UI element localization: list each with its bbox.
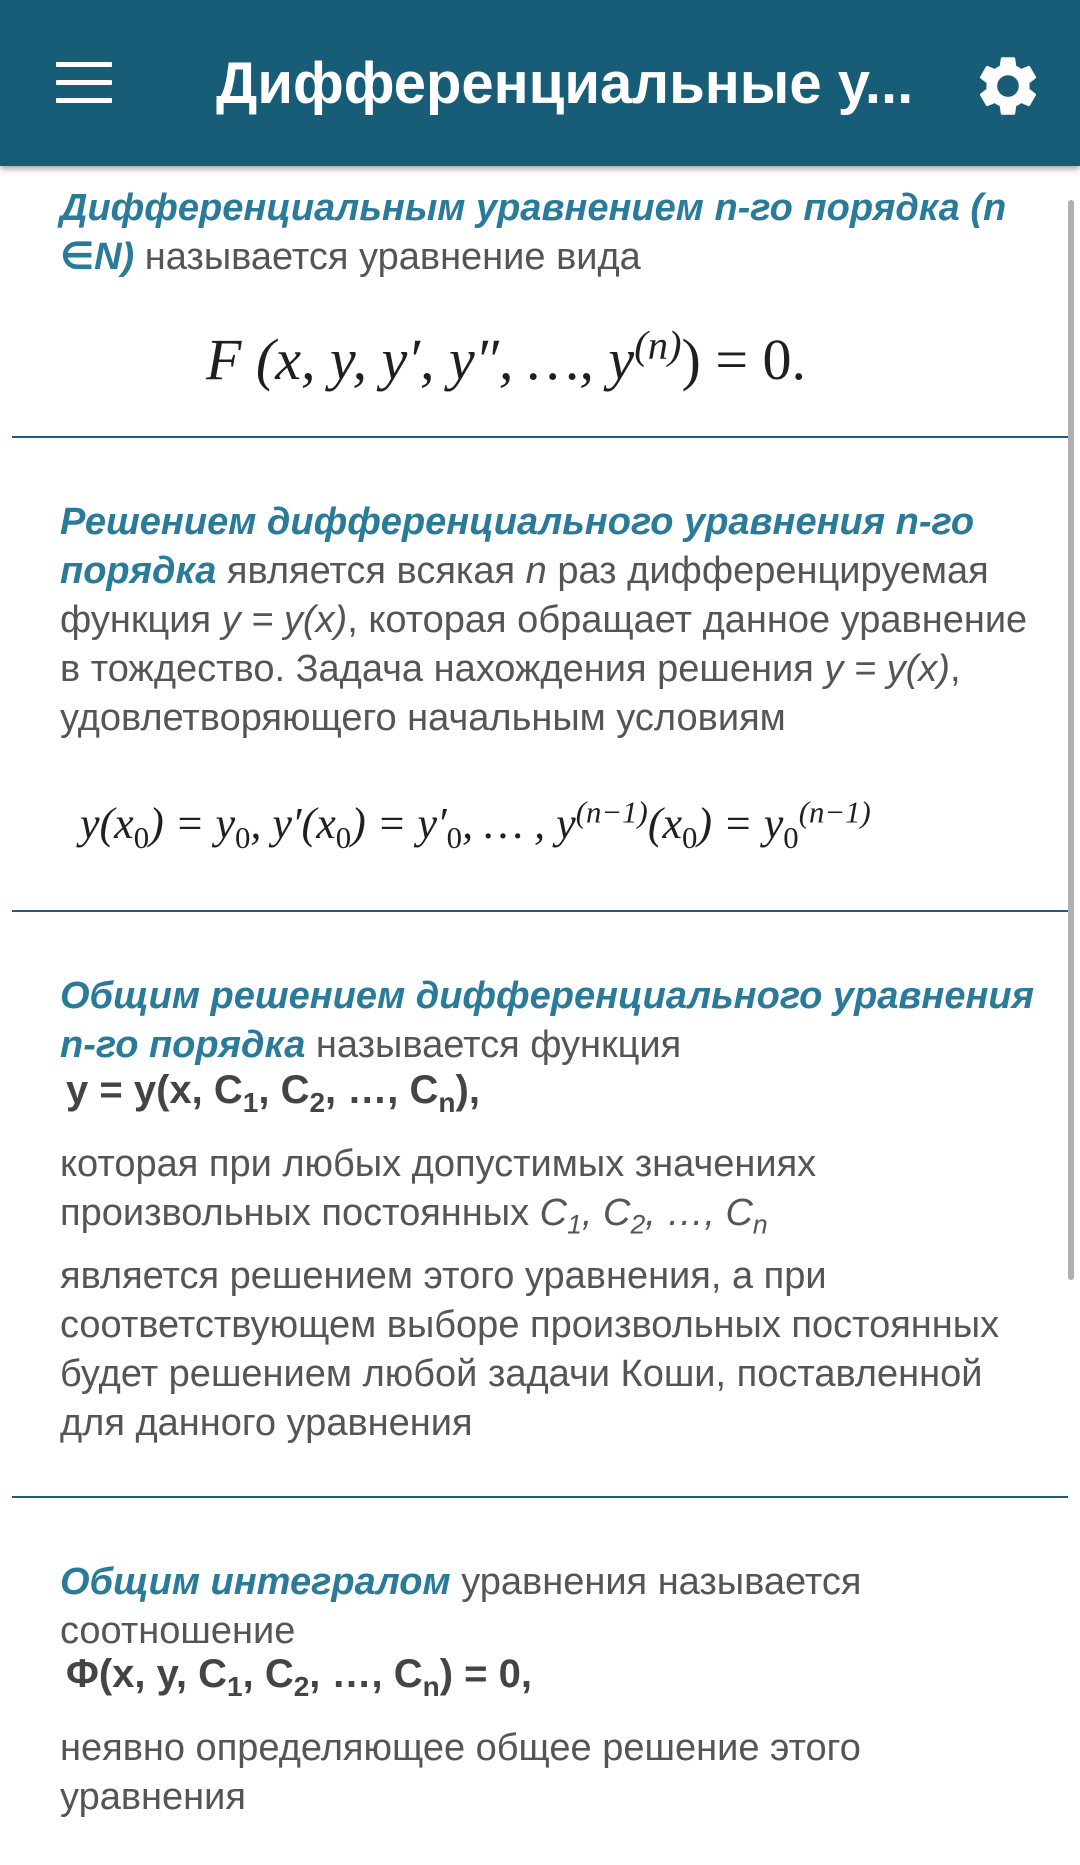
definition-text-continued: которая при любых допустимых значениях произвольных постоянных $C_1$, $C_2$, …, $C_n$ xyxy=(60,1143,817,1240)
page-title: Дифференциальные у... xyxy=(216,51,914,116)
formula-differential-equation: F (x, y, y′, y″, …, $y^{(n)}) = 0$. xyxy=(206,322,807,392)
formula-initial-conditions: $y(x_0) = y_0$, $y'(x_0) = y'_0$, … , $y^{(n-1)}(x_0) = y_0^{(n-1)}$ xyxy=(80,795,871,855)
definition-term: Решением дифференциального уравнения n-го порядка xyxy=(60,501,975,592)
hamburger-menu-icon[interactable] xyxy=(50,50,120,116)
gear-icon[interactable] xyxy=(972,50,1044,122)
definition-card-general-solution xyxy=(0,912,1080,1498)
definition-body: называется уравнение вида xyxy=(134,236,641,278)
definition-text: Общим решением дифференциального уравнения n-го порядка называется функция xyxy=(60,975,1034,1066)
constants-list: $C_1$, $C_2$, …, $C_n$ xyxy=(539,1192,768,1240)
definition-card-solution xyxy=(0,438,1080,912)
definition-term: Дифференциальным уравнением n-го порядка (n ∈N) xyxy=(60,187,1007,278)
scrollbar[interactable] xyxy=(1068,200,1074,1280)
definition-text: Решением дифференциального уравнения n-го порядка является всякая n раз дифференцируемая функция y = y(x), которая обращает данное уравнение в тождество. Задача нахождения решения y = y(x), удовлетворяющего начальным условиям xyxy=(60,501,1028,739)
definition-text-tail: является решением этого уравнения, а при соответствующем выборе произвольных постоянных будет решением любой задачи Коши, поставленной для данного уравнения xyxy=(60,1255,1000,1444)
formula-general-solution: y = y(x, $C_1$, $C_2$, …, $C_n$), xyxy=(66,1068,480,1118)
definition-text-continued: неявно определяющее общее решение этого уравнения xyxy=(60,1727,861,1818)
definition-text xyxy=(60,184,1040,282)
definition-term: Общим решением дифференциального уравнения n-го порядка xyxy=(60,975,1034,1066)
definition-card-differential-equation xyxy=(0,166,1080,438)
app-bar xyxy=(0,0,1080,166)
definition-text: Общим интегралом уравнения называется соотношение xyxy=(60,1561,862,1652)
formula-general-integral: Φ(x, y, $C_1$, $C_2$, …, $C_n) = 0$, xyxy=(66,1652,533,1702)
definition-term: Общим интегралом xyxy=(60,1561,451,1603)
definition-card-general-integral xyxy=(0,1498,1080,1865)
